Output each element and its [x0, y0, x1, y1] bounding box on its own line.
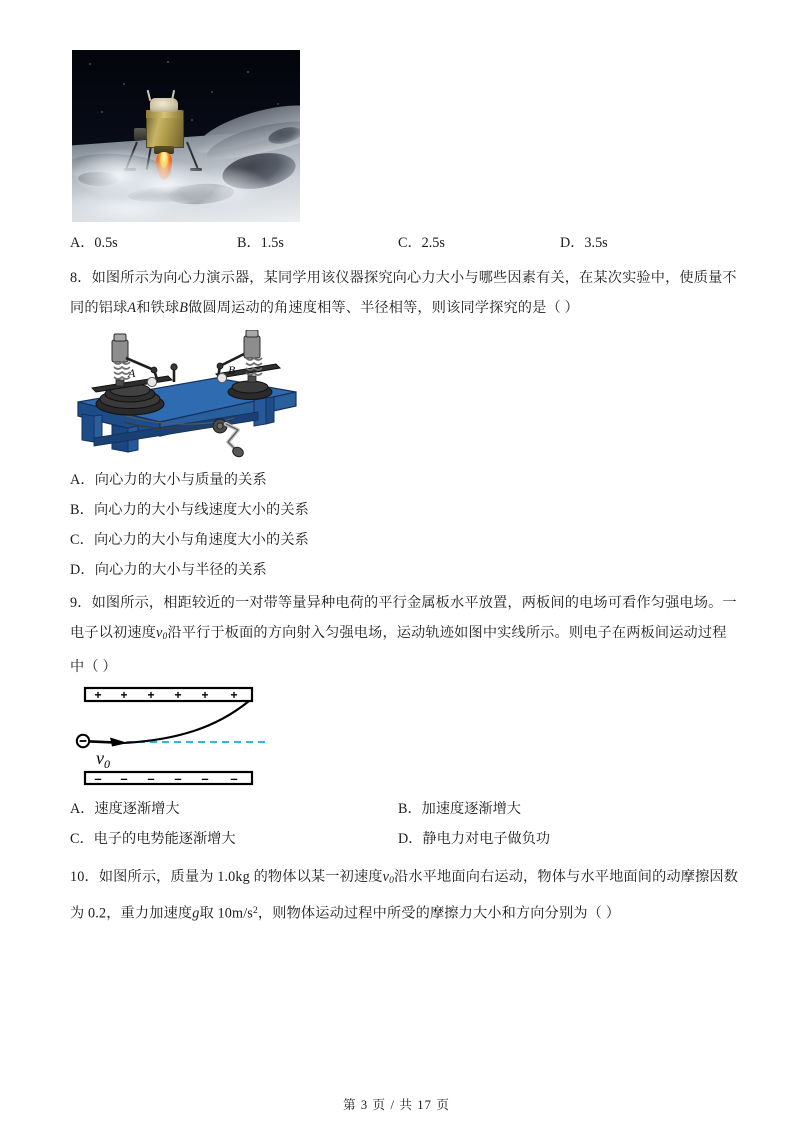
apparatus-label-b: B — [228, 363, 236, 377]
svg-text:–: – — [147, 771, 155, 786]
electron-trajectory — [124, 701, 249, 743]
option-a-q8[interactable]: A．向心力的大小与质量的关系 — [70, 472, 267, 488]
question-9-line-2 — [70, 618, 726, 652]
option-b-q7[interactable]: B．1.5s — [237, 235, 284, 251]
q8-l2-part2: 和铁球 — [136, 300, 180, 316]
option-d-q7[interactable]: D．3.5s — [560, 235, 608, 251]
svg-text:+: + — [230, 688, 238, 702]
q8-ball-b-label: B — [179, 300, 189, 316]
option-c-q7[interactable]: C．2.5s — [398, 235, 445, 251]
q9-l2-part2: 沿平行于板面的方向射入匀强电场，运动轨迹如图中实线所示。则电子在两板间运动过程 — [167, 625, 727, 641]
velocity-label: $v_0$ — [96, 748, 110, 771]
centripetal-demonstrator-svg — [68, 330, 300, 462]
question-9-options-row-2 — [70, 824, 726, 854]
parallel-plates-figure — [66, 682, 276, 792]
svg-text:+: + — [201, 688, 209, 702]
question-9-line-3: 中（ ） — [70, 659, 117, 676]
page-footer: 第 3 页 / 共 17 页 — [342, 1098, 451, 1112]
svg-text:+: + — [120, 688, 128, 702]
q9-l2-part1: 电子以初速度 — [70, 625, 157, 641]
q8-l2-part3: 做圆周运动的角速度相等、半径相等，则该同学探究的是（ ） — [188, 300, 579, 316]
question-9-line-1: 9．如图所示，相距较近的一对带等量异种电荷的平行金属板水平放置，两板间的电场可看作匀强电场。一 — [70, 595, 737, 611]
q8-ball-a-label: A — [127, 300, 137, 316]
option-c-q8[interactable]: C．向心力的大小与角速度大小的关系 — [70, 532, 310, 548]
q10-velocity-subscript: 0 — [389, 876, 394, 887]
bottom-plate — [85, 772, 252, 784]
svg-text:+: + — [147, 688, 155, 702]
q9-velocity-subscript: 0 — [162, 632, 168, 643]
q10-velocity-symbol: v — [382, 869, 390, 886]
question-10-line-1 — [70, 862, 739, 896]
option-b-q8[interactable]: B．向心力的大小与线速度大小的关系 — [70, 502, 310, 518]
top-plate — [85, 688, 252, 701]
q10-l1-part2: 沿水平地面向右运动，物体与水平地面间的动摩擦因数 — [394, 869, 739, 886]
q10-l2-part2: 取 10m/s — [199, 905, 253, 922]
question-9-options-row-1 — [70, 794, 726, 824]
svg-text:+: + — [174, 688, 182, 702]
svg-text:–: – — [201, 771, 209, 786]
parallel-plates-svg — [66, 682, 276, 792]
question-8-line-1: 8．如图所示为向心力演示器，某同学用该仪器探究向心力大小与哪些因素有关，在某次实验中，使质量不 — [70, 270, 737, 286]
q10-l2-part1: 为 0.2，重力加速度 — [70, 905, 193, 922]
question-7-options — [70, 228, 726, 258]
q10-gravity-symbol: g — [192, 905, 200, 922]
apparatus-label-a: A — [128, 366, 136, 380]
question-10-line-2 — [70, 896, 726, 928]
question-8-line-2 — [70, 293, 726, 323]
q10-l2-part3: ，则物体运动过程中所受的摩擦力大小和方向分别为（ ） — [257, 905, 621, 922]
option-a-q7[interactable]: A．0.5s — [70, 235, 118, 251]
option-a-q9[interactable]: A．速度逐渐增大 — [70, 801, 180, 818]
q10-unit-superscript: 2 — [252, 906, 258, 917]
svg-text:–: – — [120, 771, 128, 786]
svg-text:–: – — [230, 771, 238, 786]
q10-l1-part1: 10．如图所示，质量为 1.0kg 的物体以某一初速度 — [70, 869, 383, 886]
option-d-q9[interactable]: D．静电力对电子做负功 — [398, 831, 551, 848]
q9-velocity-symbol: v — [156, 625, 163, 641]
q8-l2-part1: 同的铝球 — [70, 300, 128, 316]
option-b-q9[interactable]: B．加速度逐渐增大 — [398, 801, 521, 818]
option-c-q9[interactable]: C．电子的电势能逐渐增大 — [70, 831, 236, 848]
svg-text:–: – — [94, 771, 102, 786]
svg-text:+: + — [94, 688, 102, 702]
svg-text:–: – — [174, 771, 182, 786]
centripetal-demonstrator-figure — [68, 330, 300, 462]
option-d-q8[interactable]: D．向心力的大小与半径的关系 — [70, 562, 267, 578]
